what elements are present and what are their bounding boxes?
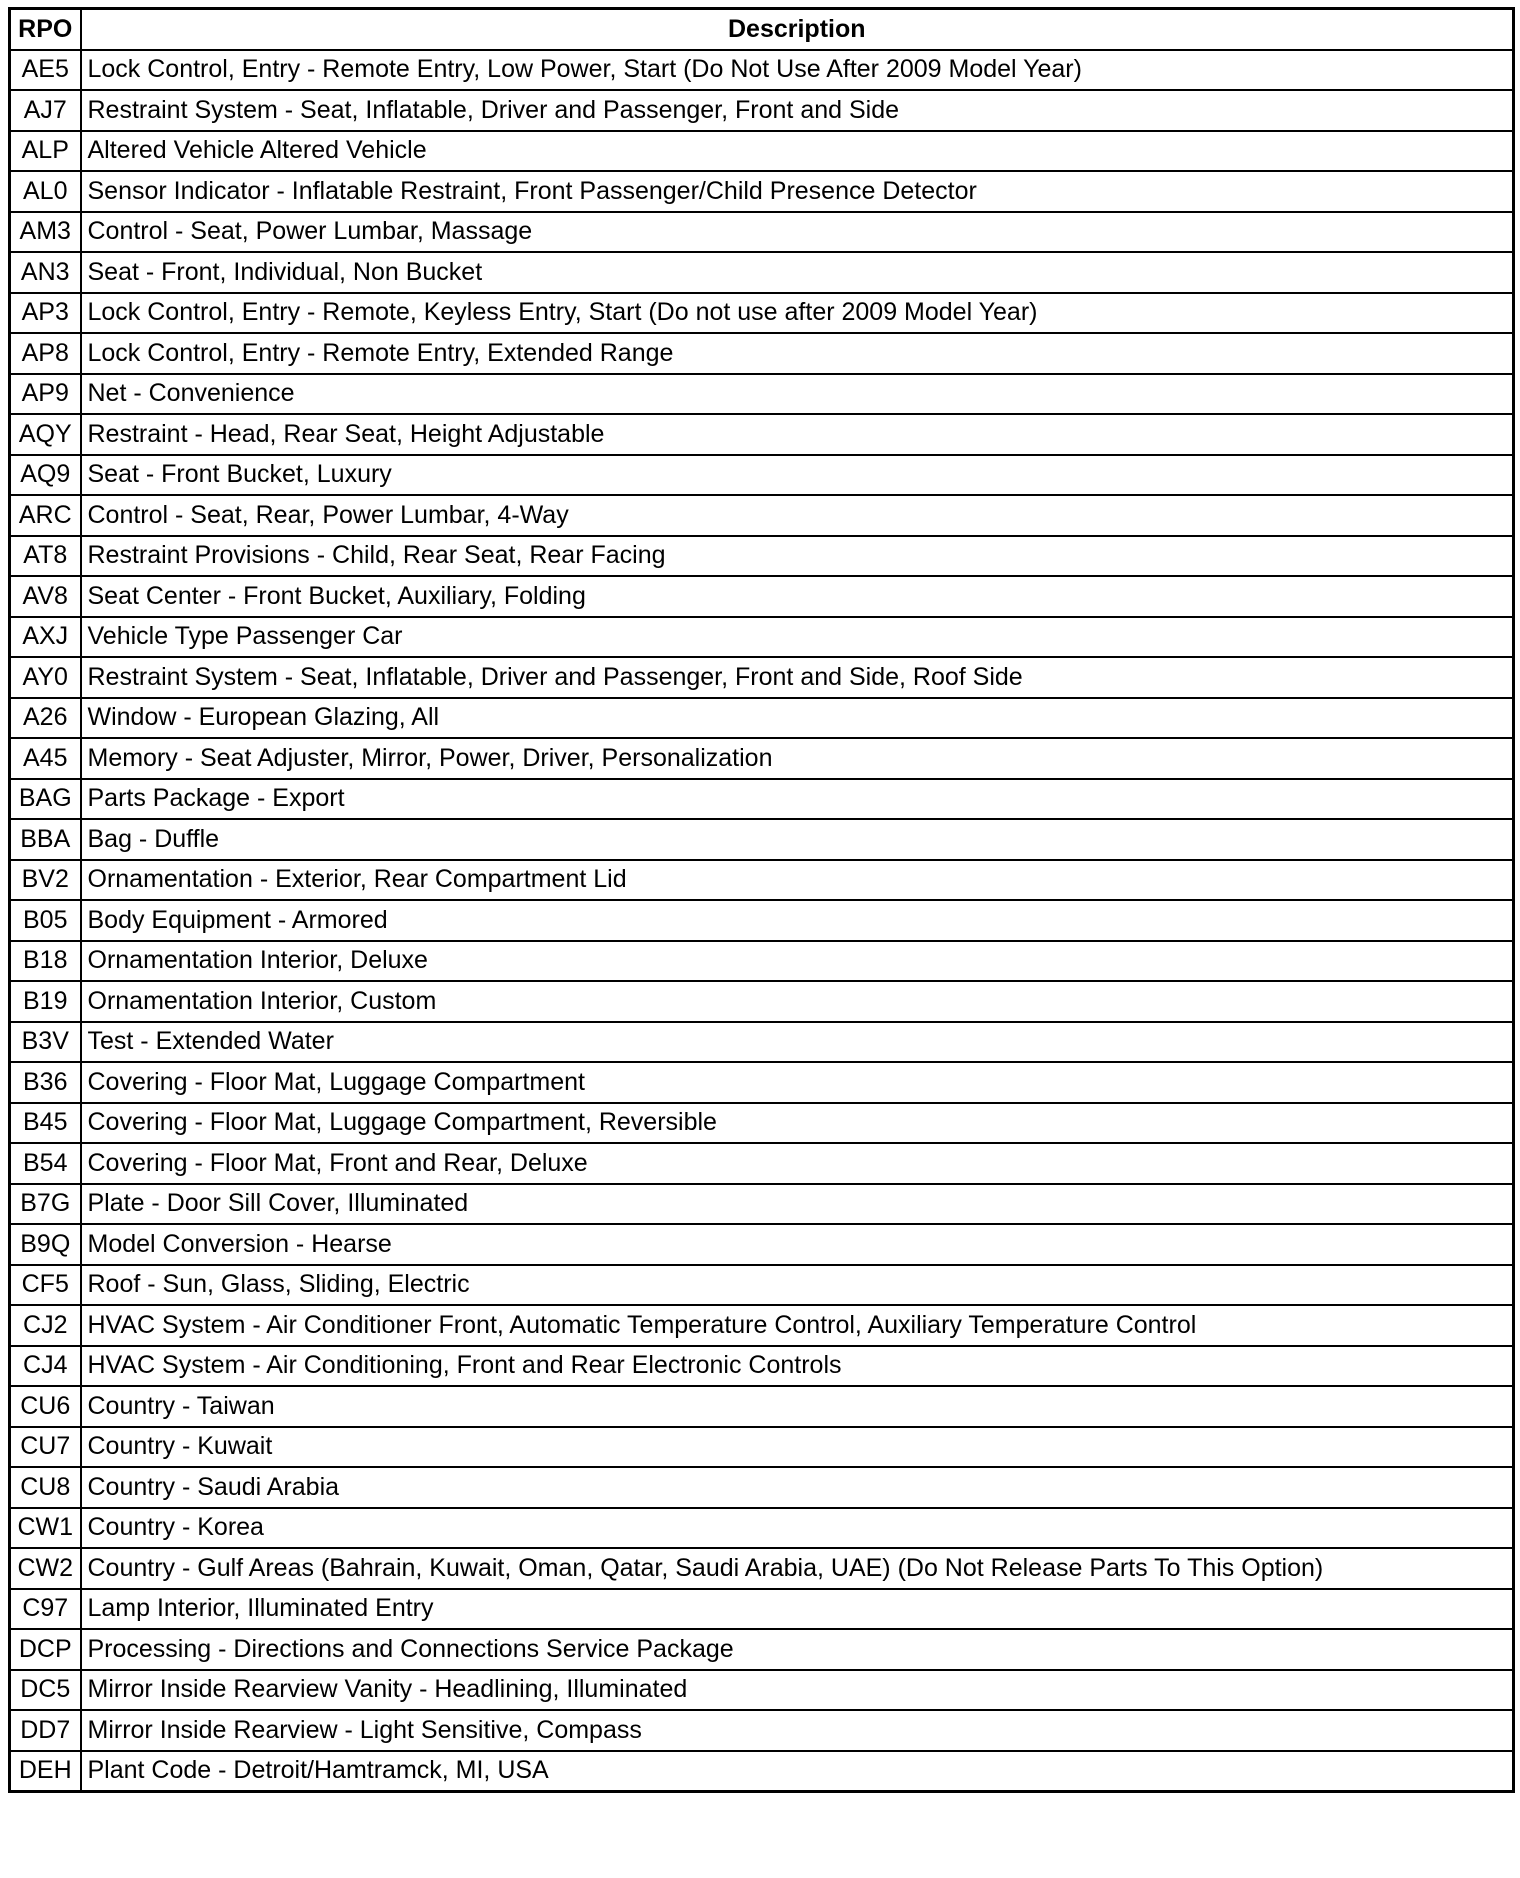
rpo-code-cell: B3V xyxy=(10,1022,81,1063)
rpo-description-cell: Covering - Floor Mat, Front and Rear, Deluxe xyxy=(81,1143,1514,1184)
table-row xyxy=(10,1467,1514,1508)
rpo-description-cell: Plate - Door Sill Cover, Illuminated xyxy=(81,1184,1514,1225)
rpo-description-cell: HVAC System - Air Conditioning, Front and Rear Electronic Controls xyxy=(81,1346,1514,1387)
rpo-description-cell: Covering - Floor Mat, Luggage Compartment xyxy=(81,1062,1514,1103)
rpo-description-cell: Restraint Provisions - Child, Rear Seat, Rear Facing xyxy=(81,536,1514,577)
rpo-code-cell: C97 xyxy=(10,1589,81,1630)
rpo-description-cell: Sensor Indicator - Inflatable Restraint, Front Passenger/Child Presence Detector xyxy=(81,171,1514,212)
table-row xyxy=(10,1670,1514,1711)
rpo-code-cell: DCP xyxy=(10,1629,81,1670)
table-row xyxy=(10,90,1514,131)
rpo-code-cell: AT8 xyxy=(10,536,81,577)
table-row xyxy=(10,131,1514,172)
rpo-description-cell: Net - Convenience xyxy=(81,374,1514,415)
table-row xyxy=(10,455,1514,496)
table-row xyxy=(10,981,1514,1022)
table-row xyxy=(10,1386,1514,1427)
rpo-code-cell: AV8 xyxy=(10,576,81,617)
rpo-description-cell: Body Equipment - Armored xyxy=(81,900,1514,941)
rpo-description-cell: Memory - Seat Adjuster, Mirror, Power, Driver, Personalization xyxy=(81,738,1514,779)
rpo-column-header: RPO xyxy=(10,9,81,50)
rpo-table xyxy=(8,7,1515,1793)
table-row xyxy=(10,1265,1514,1306)
rpo-code-cell: CJ2 xyxy=(10,1305,81,1346)
table-row xyxy=(10,1062,1514,1103)
table-row xyxy=(10,819,1514,860)
rpo-description-cell: Test - Extended Water xyxy=(81,1022,1514,1063)
rpo-description-cell: Country - Gulf Areas (Bahrain, Kuwait, Oman, Qatar, Saudi Arabia, UAE) (Do Not Release Parts To This Option) xyxy=(81,1548,1514,1589)
rpo-description-cell: Window - European Glazing, All xyxy=(81,698,1514,739)
rpo-code-cell: CU7 xyxy=(10,1427,81,1468)
table-row xyxy=(10,1508,1514,1549)
table-row xyxy=(10,171,1514,212)
rpo-code-cell: DD7 xyxy=(10,1710,81,1751)
table-row xyxy=(10,1346,1514,1387)
rpo-description-cell: Covering - Floor Mat, Luggage Compartment, Reversible xyxy=(81,1103,1514,1144)
rpo-code-cell: AN3 xyxy=(10,252,81,293)
rpo-code-cell: BBA xyxy=(10,819,81,860)
rpo-code-cell: B45 xyxy=(10,1103,81,1144)
table-row xyxy=(10,414,1514,455)
rpo-code-cell: AE5 xyxy=(10,50,81,91)
rpo-code-cell: AXJ xyxy=(10,617,81,658)
rpo-description-cell: Control - Seat, Rear, Power Lumbar, 4-Way xyxy=(81,495,1514,536)
rpo-description-cell: Ornamentation Interior, Deluxe xyxy=(81,941,1514,982)
table-row xyxy=(10,50,1514,91)
rpo-description-cell: Country - Kuwait xyxy=(81,1427,1514,1468)
rpo-code-cell: ALP xyxy=(10,131,81,172)
rpo-description-cell: Processing - Directions and Connections Service Package xyxy=(81,1629,1514,1670)
rpo-code-cell: AQ9 xyxy=(10,455,81,496)
table-header-row xyxy=(10,9,1514,50)
rpo-description-cell: Restraint - Head, Rear Seat, Height Adjustable xyxy=(81,414,1514,455)
rpo-description-cell: Lamp Interior, Illuminated Entry xyxy=(81,1589,1514,1630)
table-row xyxy=(10,212,1514,253)
rpo-code-cell: ARC xyxy=(10,495,81,536)
rpo-code-cell: CF5 xyxy=(10,1265,81,1306)
table-row xyxy=(10,941,1514,982)
rpo-description-cell: Restraint System - Seat, Inflatable, Driver and Passenger, Front and Side, Roof Side xyxy=(81,657,1514,698)
rpo-code-cell: CU6 xyxy=(10,1386,81,1427)
rpo-code-cell: AP3 xyxy=(10,293,81,334)
rpo-description-cell: Model Conversion - Hearse xyxy=(81,1224,1514,1265)
rpo-description-cell: Bag - Duffle xyxy=(81,819,1514,860)
rpo-code-cell: AQY xyxy=(10,414,81,455)
table-row xyxy=(10,900,1514,941)
rpo-code-cell: AM3 xyxy=(10,212,81,253)
rpo-code-cell: CJ4 xyxy=(10,1346,81,1387)
table-row xyxy=(10,1629,1514,1670)
rpo-code-cell: B9Q xyxy=(10,1224,81,1265)
rpo-description-cell: Ornamentation - Exterior, Rear Compartment Lid xyxy=(81,860,1514,901)
table-row xyxy=(10,1589,1514,1630)
rpo-code-cell: B36 xyxy=(10,1062,81,1103)
rpo-code-cell: DEH xyxy=(10,1751,81,1792)
rpo-code-cell: AJ7 xyxy=(10,90,81,131)
table-row xyxy=(10,738,1514,779)
table-row xyxy=(10,698,1514,739)
rpo-code-cell: DC5 xyxy=(10,1670,81,1711)
table-row xyxy=(10,1103,1514,1144)
table-row xyxy=(10,374,1514,415)
table-row xyxy=(10,1224,1514,1265)
rpo-code-cell: AP9 xyxy=(10,374,81,415)
table-row xyxy=(10,779,1514,820)
table-row xyxy=(10,617,1514,658)
description-column-header: Description xyxy=(81,9,1514,50)
rpo-description-cell: Altered Vehicle Altered Vehicle xyxy=(81,131,1514,172)
table-body xyxy=(10,50,1514,1792)
rpo-code-cell: AP8 xyxy=(10,333,81,374)
rpo-code-cell: A26 xyxy=(10,698,81,739)
rpo-description-cell: Seat - Front Bucket, Luxury xyxy=(81,455,1514,496)
rpo-code-cell: B7G xyxy=(10,1184,81,1225)
table-row xyxy=(10,1710,1514,1751)
rpo-description-cell: HVAC System - Air Conditioner Front, Automatic Temperature Control, Auxiliary Temperature Control xyxy=(81,1305,1514,1346)
rpo-code-cell: AL0 xyxy=(10,171,81,212)
rpo-code-cell: CU8 xyxy=(10,1467,81,1508)
rpo-description-cell: Parts Package - Export xyxy=(81,779,1514,820)
rpo-code-cell: B05 xyxy=(10,900,81,941)
rpo-description-cell: Country - Taiwan xyxy=(81,1386,1514,1427)
table-row xyxy=(10,495,1514,536)
table-row xyxy=(10,860,1514,901)
table-row xyxy=(10,657,1514,698)
rpo-code-cell: CW2 xyxy=(10,1548,81,1589)
table-row xyxy=(10,1184,1514,1225)
rpo-description-cell: Seat - Front, Individual, Non Bucket xyxy=(81,252,1514,293)
rpo-code-cell: CW1 xyxy=(10,1508,81,1549)
rpo-description-cell: Vehicle Type Passenger Car xyxy=(81,617,1514,658)
rpo-description-cell: Mirror Inside Rearview - Light Sensitive, Compass xyxy=(81,1710,1514,1751)
table-row xyxy=(10,1305,1514,1346)
rpo-description-cell: Country - Korea xyxy=(81,1508,1514,1549)
rpo-code-cell: B19 xyxy=(10,981,81,1022)
table-row xyxy=(10,252,1514,293)
rpo-description-cell: Roof - Sun, Glass, Sliding, Electric xyxy=(81,1265,1514,1306)
rpo-description-cell: Plant Code - Detroit/Hamtramck, MI, USA xyxy=(81,1751,1514,1792)
rpo-code-cell: BV2 xyxy=(10,860,81,901)
rpo-description-cell: Lock Control, Entry - Remote Entry, Extended Range xyxy=(81,333,1514,374)
rpo-description-cell: Ornamentation Interior, Custom xyxy=(81,981,1514,1022)
rpo-code-cell: B54 xyxy=(10,1143,81,1184)
table-row xyxy=(10,1548,1514,1589)
table-row xyxy=(10,1751,1514,1792)
table-row xyxy=(10,536,1514,577)
table-row xyxy=(10,293,1514,334)
table-row xyxy=(10,1427,1514,1468)
rpo-description-cell: Control - Seat, Power Lumbar, Massage xyxy=(81,212,1514,253)
rpo-description-cell: Restraint System - Seat, Inflatable, Driver and Passenger, Front and Side xyxy=(81,90,1514,131)
rpo-code-cell: A45 xyxy=(10,738,81,779)
rpo-description-cell: Lock Control, Entry - Remote Entry, Low Power, Start (Do Not Use After 2009 Model Year) xyxy=(81,50,1514,91)
table-row xyxy=(10,576,1514,617)
rpo-description-cell: Country - Saudi Arabia xyxy=(81,1467,1514,1508)
table-row xyxy=(10,333,1514,374)
rpo-description-cell: Mirror Inside Rearview Vanity - Headlining, Illuminated xyxy=(81,1670,1514,1711)
rpo-code-cell: BAG xyxy=(10,779,81,820)
rpo-code-cell: AY0 xyxy=(10,657,81,698)
table-row xyxy=(10,1143,1514,1184)
rpo-description-cell: Lock Control, Entry - Remote, Keyless Entry, Start (Do not use after 2009 Model Year) xyxy=(81,293,1514,334)
rpo-description-cell: Seat Center - Front Bucket, Auxiliary, Folding xyxy=(81,576,1514,617)
rpo-code-cell: B18 xyxy=(10,941,81,982)
table-row xyxy=(10,1022,1514,1063)
